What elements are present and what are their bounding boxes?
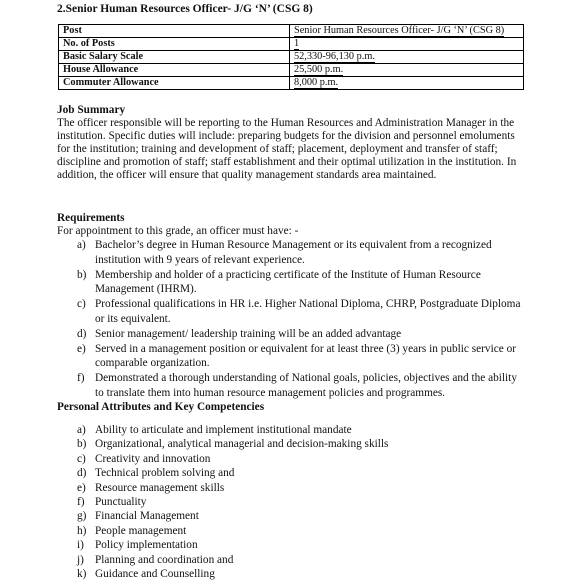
list-item xyxy=(57,452,527,466)
list-item xyxy=(57,327,527,342)
list-item-text: Ability to articulate and implement institutional mandate xyxy=(95,424,352,436)
list-item-text: Technical problem solving and xyxy=(95,467,235,480)
list-item xyxy=(57,268,527,298)
list-marker: c) xyxy=(77,452,86,465)
list-item xyxy=(57,238,527,268)
table-row xyxy=(59,64,524,77)
row-value xyxy=(290,64,524,77)
job-summary-text: The officer responsible will be reporting to the Human Resources and Administration Manager in the institution. Specific duties will include: preparing budgets for the division and personnel emoluments for the institution; training and development of staff; placement, deployment and transfer of staff; discipline and promotion of staff; staff establishment and their optimal utilization in the institution. In addition, the officer will ensure that quality management standards area maintained. xyxy=(57,117,517,181)
row-value xyxy=(290,77,524,90)
list-item xyxy=(57,524,527,538)
list-item xyxy=(57,437,527,451)
list-item-text: Bachelor’s degree in Human Resource Management or its equivalent from a recognized institution with 9 years of relevant experience. xyxy=(95,239,492,266)
list-item-text: Membership and holder of a practicing certificate of the Institute of Human Resource Management (IHRM). xyxy=(95,268,481,296)
row-label: No. of Posts xyxy=(59,38,290,51)
list-item-text: Demonstrated a thorough understanding of National goals, policies, objectives and the ability to translate them into human resource management policies and programmes. xyxy=(95,372,517,399)
requirements-list xyxy=(57,238,527,401)
requirements-section xyxy=(57,212,527,414)
table-row xyxy=(59,38,524,51)
list-item-text: Planning and coordination and xyxy=(95,553,234,566)
list-marker: i) xyxy=(77,539,84,552)
list-marker: d) xyxy=(77,327,87,340)
row-value xyxy=(290,25,524,38)
row-value xyxy=(290,51,524,64)
list-item-text: Guidance and Counselling xyxy=(95,568,215,581)
row-value xyxy=(290,38,524,51)
competencies-section xyxy=(57,423,527,581)
row-value-text: 52,330-96,130 p.m. xyxy=(294,51,375,62)
list-item xyxy=(57,567,527,581)
list-item xyxy=(57,509,527,523)
list-item xyxy=(57,466,527,480)
list-item xyxy=(57,297,527,327)
competencies-list xyxy=(57,423,527,581)
table-row xyxy=(59,25,524,38)
list-item-text: Financial Management xyxy=(95,510,199,523)
row-label: Post xyxy=(59,25,290,38)
list-item xyxy=(57,342,527,372)
list-marker: g) xyxy=(77,510,87,523)
row-label: House Allowance xyxy=(59,64,290,77)
post-details-table xyxy=(58,24,524,90)
list-item-text: Organizational, analytical managerial and decision-making skills xyxy=(95,438,389,451)
list-marker: a) xyxy=(77,424,86,436)
row-value-text: 8,000 p.m. xyxy=(294,77,339,88)
requirements-heading: Requirements xyxy=(57,212,125,224)
list-item xyxy=(57,553,527,567)
table-row xyxy=(59,51,524,64)
list-item-text: Creativity and innovation xyxy=(95,452,211,465)
list-item-text: Punctuality xyxy=(95,496,147,509)
row-value-text: 25,500 p.m. xyxy=(294,64,344,75)
list-item xyxy=(57,495,527,509)
list-marker: b) xyxy=(77,268,87,281)
list-item xyxy=(57,423,527,437)
job-summary-section xyxy=(57,104,527,182)
list-marker: f) xyxy=(77,372,85,385)
list-marker: e) xyxy=(77,342,86,355)
list-marker: j) xyxy=(77,553,84,566)
list-item-text: Professional qualifications in HR i.e. Higher National Diploma, CHRP, Postgraduate Diploma or its equivalent. xyxy=(95,298,521,325)
list-marker: d) xyxy=(77,467,87,480)
list-marker: e) xyxy=(77,481,86,494)
post-title: 2.Senior Human Resources Officer- J/G ‘N’ (CSG 8) xyxy=(57,3,313,15)
list-item-text: People management xyxy=(95,524,187,537)
list-marker: k) xyxy=(77,568,87,581)
list-marker: h) xyxy=(77,524,87,537)
row-value-text: 1 xyxy=(294,38,300,49)
list-item xyxy=(57,371,527,401)
list-item-text: Served in a management position or equivalent for at least three (3) years in public service or comparable organization. xyxy=(95,342,516,370)
list-item xyxy=(57,538,527,552)
list-item-text: Resource management skills xyxy=(95,481,225,494)
list-marker: c) xyxy=(77,298,86,311)
row-label: Commuter Allowance xyxy=(59,77,290,90)
list-item-text: Policy implementation xyxy=(95,539,198,552)
competencies-heading: Personal Attributes and Key Competencies xyxy=(57,400,265,413)
row-label: Basic Salary Scale xyxy=(59,51,290,64)
row-value-text: Senior Human Resources Officer- J/G ‘N’ (CSG 8) xyxy=(294,25,505,36)
list-item-text: Senior management/ leadership training will be an added advantage xyxy=(95,327,402,340)
list-item xyxy=(57,481,527,495)
list-marker: a) xyxy=(77,239,86,251)
list-marker: b) xyxy=(77,438,87,451)
table-row xyxy=(59,77,524,90)
list-marker: f) xyxy=(77,496,85,509)
requirements-intro: For appointment to this grade, an officer must have: - xyxy=(57,225,299,237)
job-summary-heading: Job Summary xyxy=(57,104,126,116)
